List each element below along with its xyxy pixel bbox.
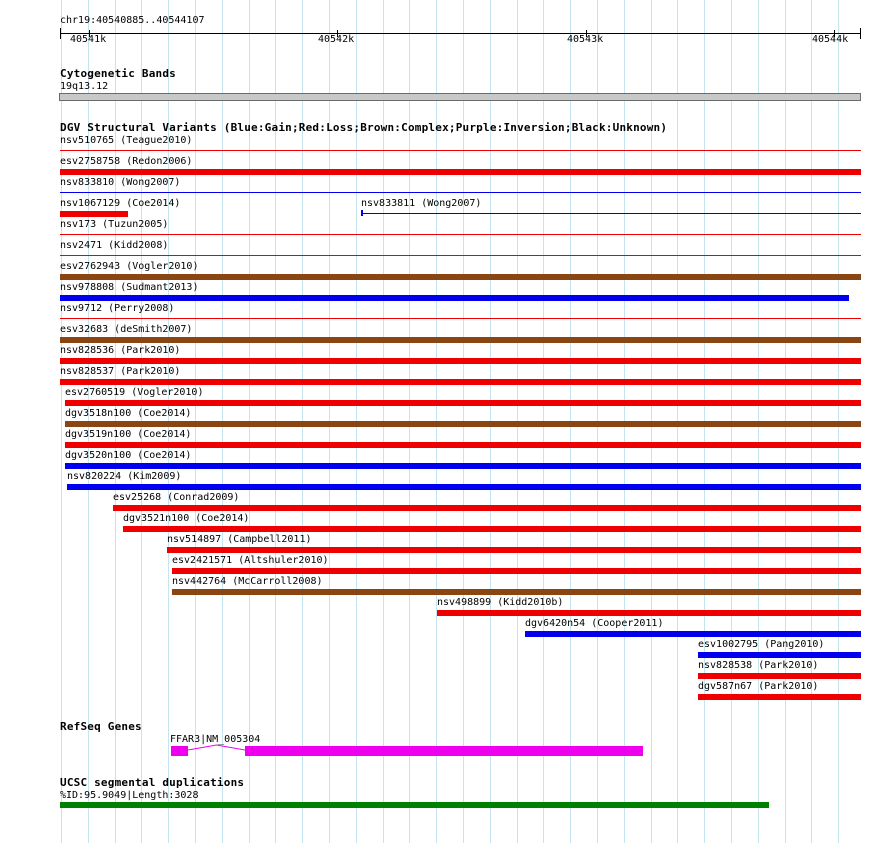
dgv-track-title[interactable]: DGV Structural Variants (Blue:Gain;Red:Loss;Brown:Complex;Purple:Inversion;Black:Unknown) [60, 121, 668, 134]
segdup-bar[interactable] [60, 802, 769, 808]
variant-feature[interactable] [60, 192, 861, 193]
refseq-track-title[interactable]: RefSeq Genes [60, 720, 142, 733]
variant-feature[interactable] [60, 337, 861, 343]
variant-start-cap [361, 210, 363, 216]
scale-tick-label: 40543k [567, 34, 604, 45]
cytoband-label: 19q13.12 [60, 81, 109, 92]
variant-label[interactable]: nsv978808 (Sudmant2013) [60, 282, 199, 293]
gene-intron-line [188, 745, 245, 750]
variant-label[interactable]: nsv828536 (Park2010) [60, 345, 181, 356]
variant-label[interactable]: esv2758758 (Redon2006) [60, 156, 193, 167]
variant-label[interactable]: nsv833811 (Wong2007) [361, 198, 482, 209]
variant-label[interactable]: dgv6420n54 (Cooper2011) [525, 618, 664, 629]
variant-feature[interactable] [437, 610, 861, 616]
variant-label[interactable]: nsv828538 (Park2010) [698, 660, 819, 671]
variant-label[interactable]: nsv833810 (Wong2007) [60, 177, 181, 188]
variant-feature[interactable] [698, 673, 861, 679]
variant-feature[interactable] [60, 379, 861, 385]
variant-label[interactable]: nsv1067129 (Coe2014) [60, 198, 181, 209]
variant-feature[interactable] [65, 442, 861, 448]
variant-feature[interactable] [60, 211, 128, 217]
variant-label[interactable]: nsv498899 (Kidd2010b) [437, 597, 564, 608]
variant-label[interactable]: nsv442764 (McCarroll2008) [172, 576, 323, 587]
variant-label[interactable]: nsv2471 (Kidd2008) [60, 240, 169, 251]
variant-label[interactable]: nsv820224 (Kim2009) [67, 471, 182, 482]
variant-feature[interactable] [698, 694, 861, 700]
scale-tick-label: 40542k [318, 34, 355, 45]
scale-right-cap [860, 28, 861, 39]
variant-label[interactable]: nsv510765 (Teague2010) [60, 135, 193, 146]
scale-left-cap [60, 28, 61, 39]
variant-label[interactable]: dgv3518n100 (Coe2014) [65, 408, 192, 419]
variant-label[interactable]: esv2421571 (Altshuler2010) [172, 555, 329, 566]
variant-label[interactable]: esv25268 (Conrad2009) [113, 492, 240, 503]
variant-feature[interactable] [361, 213, 861, 214]
variant-label[interactable]: esv1002795 (Pang2010) [698, 639, 825, 650]
scale-tick-label: 40544k [812, 34, 849, 45]
variant-feature[interactable] [65, 421, 861, 427]
variant-feature[interactable] [167, 547, 861, 553]
variant-label[interactable]: dgv3520n100 (Coe2014) [65, 450, 192, 461]
variant-feature[interactable] [60, 318, 861, 319]
cytoband-bar[interactable] [59, 93, 861, 101]
variant-feature[interactable] [525, 631, 861, 637]
variant-feature[interactable] [60, 274, 861, 280]
variant-label[interactable]: nsv514897 (Campbell2011) [167, 534, 312, 545]
variant-feature[interactable] [60, 358, 861, 364]
variant-label[interactable]: nsv828537 (Park2010) [60, 366, 181, 377]
segdup-label[interactable]: %ID:95.9049|Length:3028 [60, 790, 199, 801]
variant-feature[interactable] [113, 505, 861, 511]
variant-feature[interactable] [65, 463, 861, 469]
gene-exon[interactable] [245, 746, 643, 756]
variant-label[interactable]: esv32683 (deSmith2007) [60, 324, 193, 335]
variant-label[interactable]: esv2760519 (Vogler2010) [65, 387, 204, 398]
scale-tick-label: 40541k [70, 34, 107, 45]
variant-label[interactable]: esv2762943 (Vogler2010) [60, 261, 199, 272]
variant-label[interactable]: dgv3521n100 (Coe2014) [123, 513, 250, 524]
variant-label[interactable]: nsv173 (Tuzun2005) [60, 219, 169, 230]
variant-feature[interactable] [172, 589, 861, 595]
variant-feature[interactable] [172, 568, 861, 574]
variant-feature[interactable] [65, 400, 861, 406]
cytoband-track-title[interactable]: Cytogenetic Bands [60, 67, 176, 80]
coordinates-label: chr19:40540885..40544107 [60, 15, 205, 26]
refseq-gene-label[interactable]: FFAR3|NM_005304 [170, 734, 261, 745]
gene-exon[interactable] [171, 746, 188, 756]
gene-intron [188, 744, 245, 754]
variant-feature[interactable] [60, 169, 861, 175]
segdup-track-title[interactable]: UCSC segmental duplications [60, 776, 245, 789]
variant-feature[interactable] [60, 255, 861, 256]
variant-label[interactable]: nsv9712 (Perry2008) [60, 303, 175, 314]
variant-feature[interactable] [60, 150, 861, 151]
variant-label[interactable]: dgv3519n100 (Coe2014) [65, 429, 192, 440]
variant-feature[interactable] [123, 526, 861, 532]
variant-feature[interactable] [67, 484, 861, 490]
scale-axis [60, 33, 861, 34]
variant-feature[interactable] [60, 234, 861, 235]
variant-feature[interactable] [60, 295, 849, 301]
variant-feature[interactable] [698, 652, 861, 658]
variant-label[interactable]: dgv587n67 (Park2010) [698, 681, 819, 692]
